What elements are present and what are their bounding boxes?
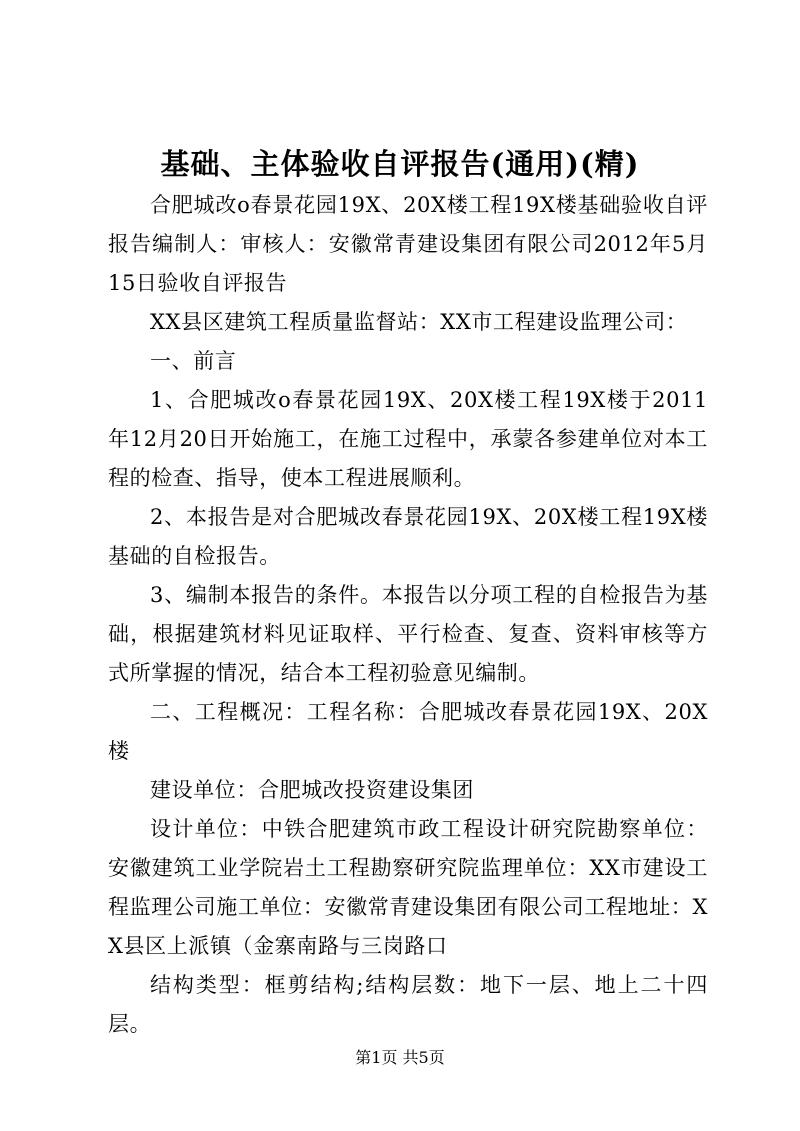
paragraph-preface-item-3: 3、编制本报告的条件。本报告以分项工程的自检报告为基础，根据建筑材料见证取样、平行检查、复查、资料审核等方式所掌握的情况，结合本工程初验意见编制。 bbox=[108, 583, 708, 685]
page-number-footer: 第1页 共5页 bbox=[355, 1048, 445, 1067]
paragraph-preface-item-2: 2、本报告是对合肥城改春景花园19X、20X楼工程19X楼基础的自检报告。 bbox=[108, 505, 708, 568]
paragraph-participating-units: 设计单位：中铁合肥建筑市政工程设计研究院勘察单位：安徽建筑工业学院岩土工程勘察研究院监理单位：XX市建设工程监理公司施工单位：安徽常青建设集团有限公司工程地址：XX县区上派镇（金寨南路与三岗路口 bbox=[108, 817, 708, 958]
document-body bbox=[108, 186, 708, 1044]
paragraph-section-overview: 二、工程概况：工程名称：合肥城改春景花园19X、20X楼 bbox=[108, 700, 708, 763]
paragraph-addressee: XX县区建筑工程质量监督站：XX市工程建设监理公司： bbox=[150, 310, 688, 334]
paragraph-section-preface: 一、前言 bbox=[150, 349, 237, 373]
document-title: 基础、主体验收自评报告(通用)(精) bbox=[160, 147, 640, 181]
paragraph-preface-item-1: 1、合肥城改o春景花园19X、20X楼工程19X楼于2011年12月20日开始施工，在施工过程中，承蒙各参建单位对本工程的检查、指导，使本工程进展顺利。 bbox=[108, 388, 708, 490]
paragraph-report-header: 合肥城改o春景花园19X、20X楼工程19X楼基础验收自评报告编制人：审核人：安徽常青建设集团有限公司2012年5月15日验收自评报告 bbox=[108, 193, 708, 295]
paragraph-structure-type: 结构类型：框剪结构;结构层数：地下一层、地上二十四层。 bbox=[108, 973, 708, 1036]
paragraph-construction-unit: 建设单位：合肥城改投资建设集团 bbox=[150, 778, 474, 802]
